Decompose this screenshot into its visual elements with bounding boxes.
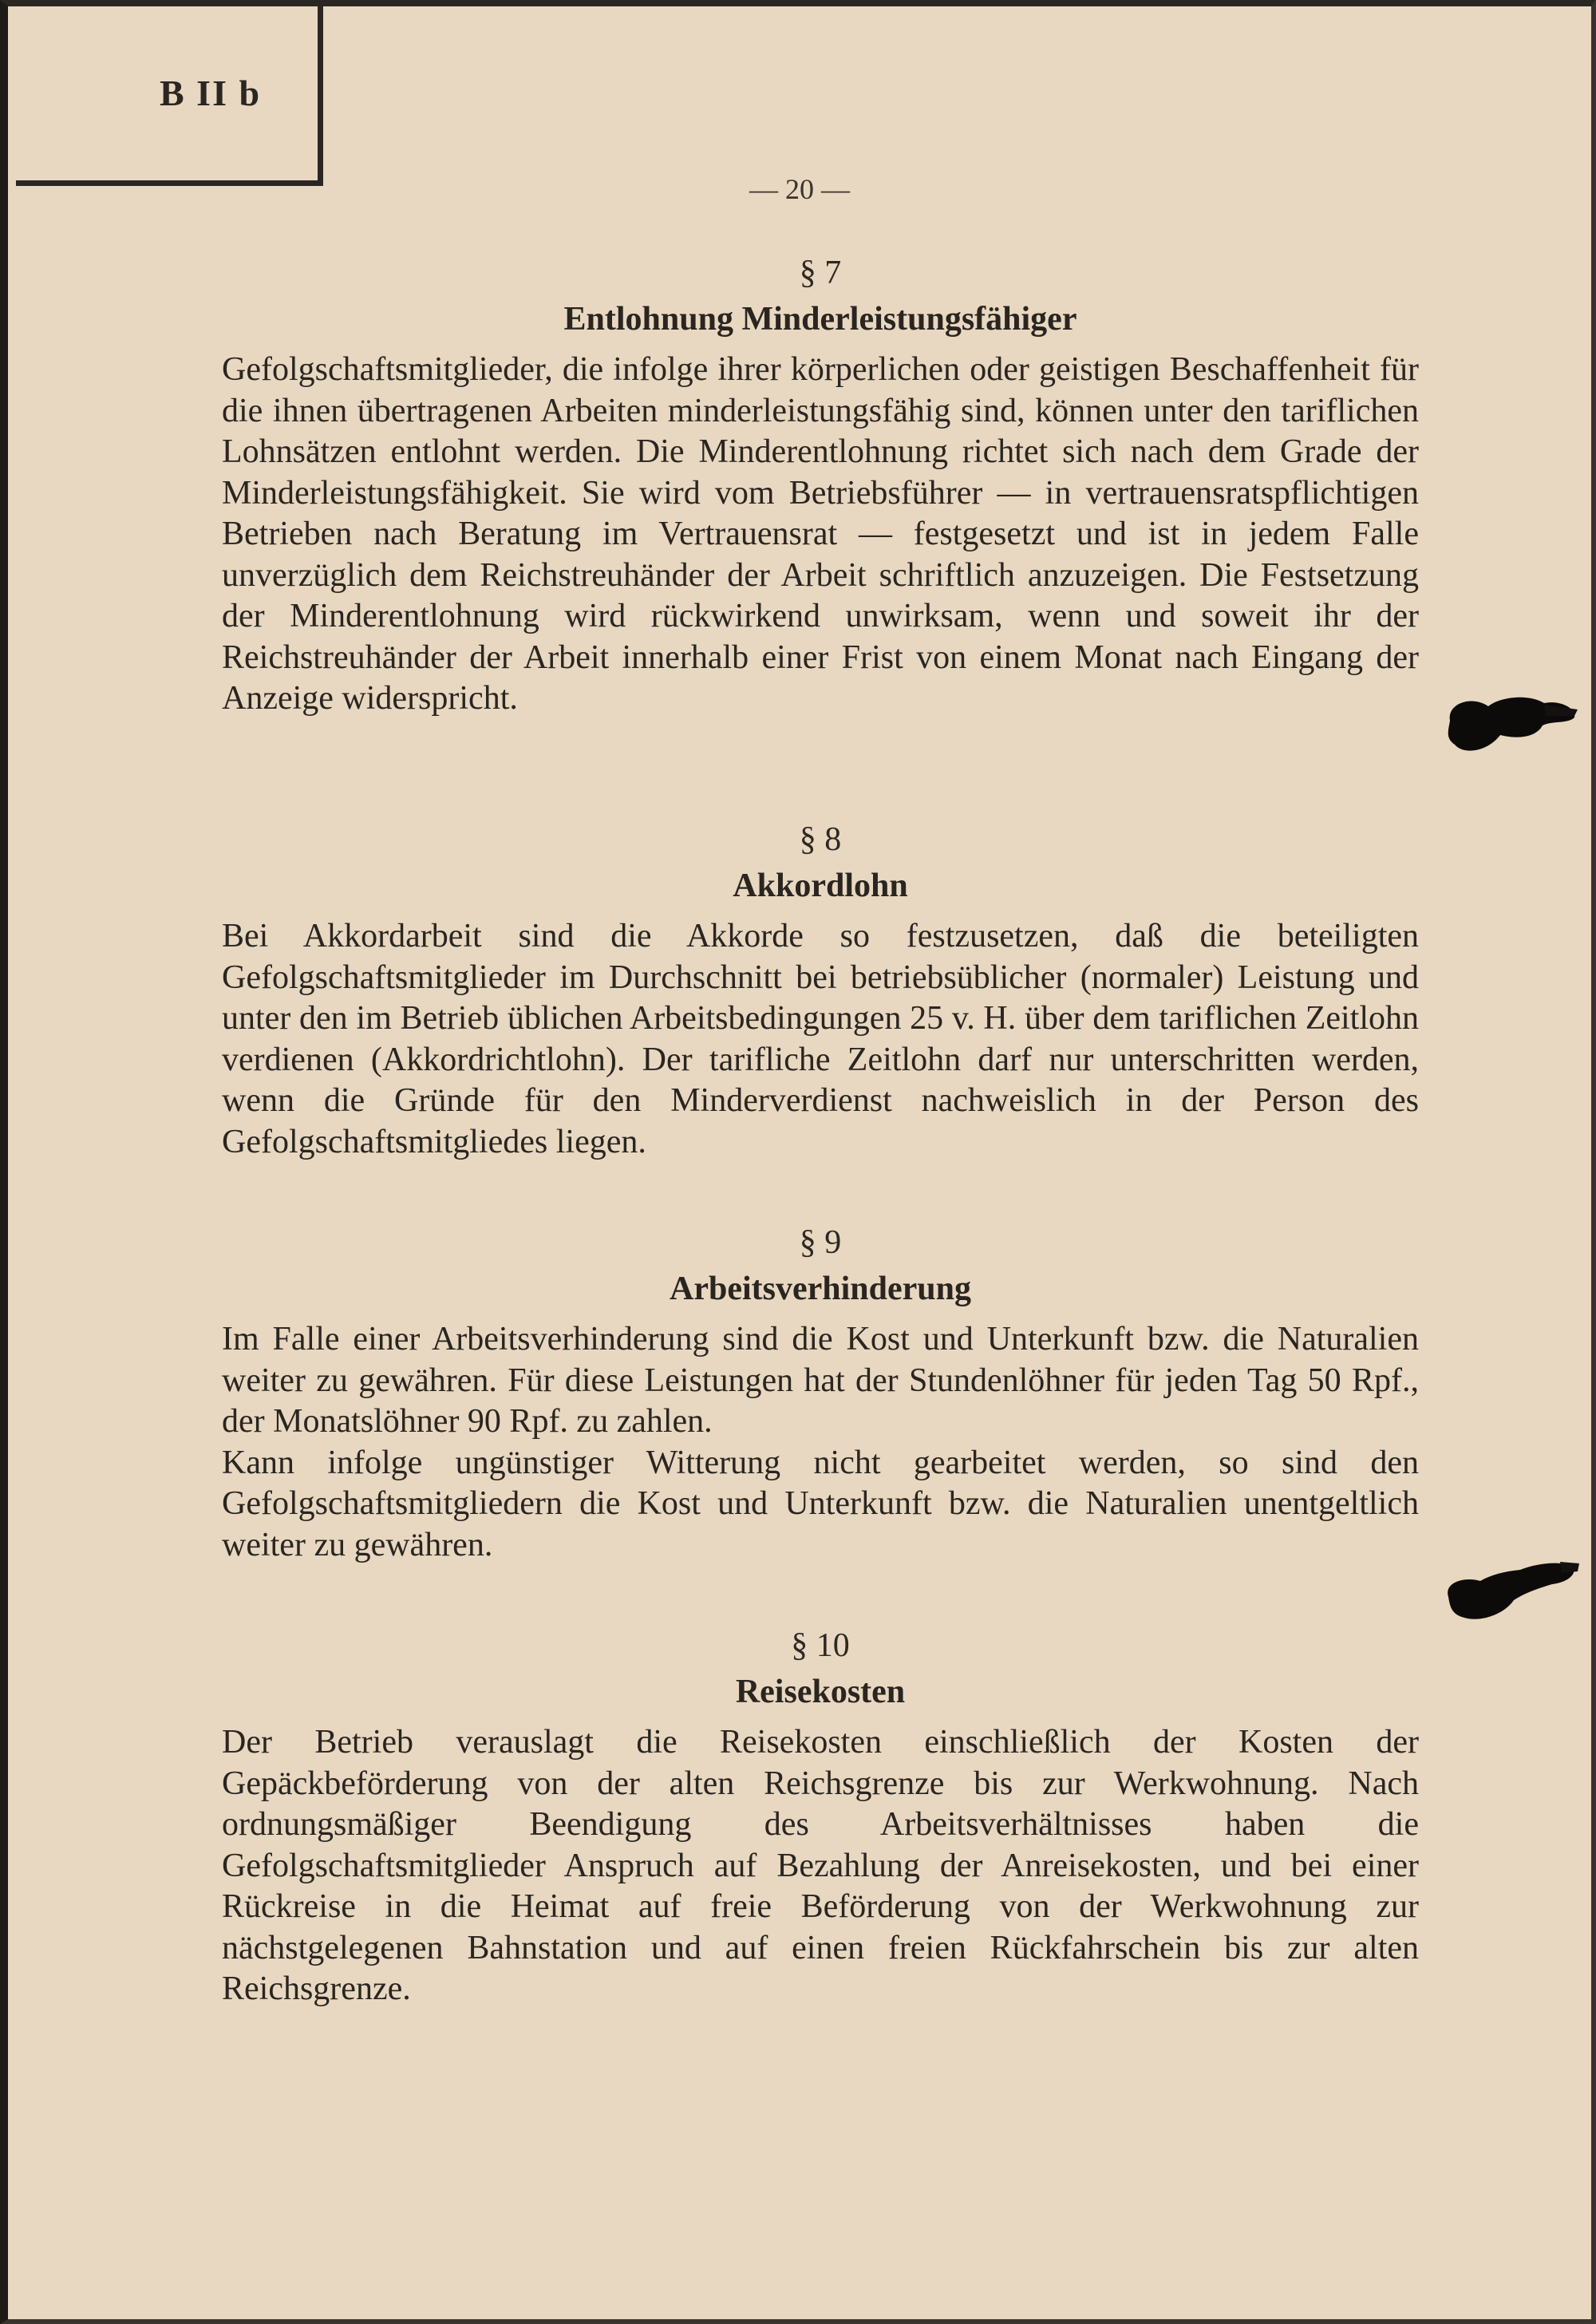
- paragraph: Im Falle einer Arbeitsverhinderung sind die Kost und Unterkunft bzw. die Naturalien weiter zu gewähren. Für diese Leistungen hat der Stundenlöhner für jeden Tag 50 Rpf., der Monatslöhner 90 Rpf. zu zahlen.: [222, 1321, 1419, 1440]
- section-title: Reisekosten: [735, 1674, 906, 1710]
- paragraph: Gefolgschaftsmitglieder, die infolge ihrer körperlichen oder geistigen Beschaffenheit für die ihnen übertragenen Arbeiten minderleistungsfähig sind, können unter den tariflichen Lohnsätzen entlohnt werden. Die Minderentlohnung richtet sich nach dem Grade der Minderleistungsfähigkeit. Sie wird vom Betriebsführer — in vertrauensratspflichtigen Betrieben nach Beratung im Vertrauensrat — festgesetzt und ist in jedem Falle unverzüglich dem Reichstreuhänder der Arbeit schriftlich anzuzeigen. Die Festsetzung der Minderentlohnung wird rückwirkend unwirksam, wenn und soweit ihr der Reichstreuhänder der Arbeit innerhalb einer Frist von einem Monat nach Eingang der Anzeige widerspricht.: [222, 351, 1419, 717]
- section-title: Akkordlohn: [733, 868, 908, 904]
- section-number: § 9: [799, 1224, 842, 1261]
- section-text: [222, 916, 1419, 1163]
- ink-blot-2: [1440, 1559, 1580, 1646]
- section-number: § 7: [799, 255, 842, 291]
- corner-label: B II b: [160, 73, 262, 113]
- section-text: [222, 1319, 1419, 1566]
- corner-reference-box: [16, 6, 323, 186]
- section-text: [222, 1722, 1419, 2010]
- section-number: § 10: [791, 1627, 850, 1664]
- section-number: § 8: [799, 821, 842, 858]
- section-7: [222, 254, 1419, 720]
- paragraph: Bei Akkordarbeit sind die Akkorde so festzusetzen, daß die beteiligten Gefolgschaftsmitglieder im Durchschnitt bei betriebsüblicher (normaler) Leistung und unter den im Betrieb üblichen Arbeitsbedingungen 25 v. H. über dem tariflichen Zeitlohn verdienen (Akkordrichtlohn). Der tarifliche Zeitlohn darf nur unterschritten werden, wenn die Gründe für den Minderverdienst nachweislich in der Person des Gefolgschaftsmitgliedes liegen.: [222, 918, 1419, 1160]
- section-text: [222, 350, 1419, 720]
- ink-blot-1: [1440, 689, 1580, 777]
- paragraph: Kann infolge ungünstiger Witterung nicht gearbeitet werden, so sind den Gefolgschaftsmitgliedern die Kost und Unterkunft bzw. die Naturalien unentgeltlich weiter zu gewähren.: [222, 1444, 1419, 1563]
- section-title: Arbeitsverhinderung: [670, 1271, 971, 1307]
- section-title: Entlohnung Minderleistungsfähiger: [563, 301, 1077, 338]
- section-9: [222, 1223, 1419, 1566]
- section-10: [222, 1626, 1419, 2010]
- section-8: [222, 820, 1419, 1163]
- page-number: — 20 —: [749, 173, 850, 205]
- paragraph: Der Betrieb verauslagt die Reisekosten einschließlich der Kosten der Gepäckbeförderung von der alten Reichsgrenze bis zur Werkwohnung. Nach ordnungsmäßiger Beendigung des Arbeitsverhältnisses haben die Gefolgschaftsmitglieder Anspruch auf Bezahlung der Anreisekosten, und bei einer Rückreise in die Heimat auf freie Beförderung von der Werkwohnung zur nächstgelegenen Bahnstation und auf einen freien Rückfahrschein bis zur alten Reichsgrenze.: [222, 1724, 1419, 2007]
